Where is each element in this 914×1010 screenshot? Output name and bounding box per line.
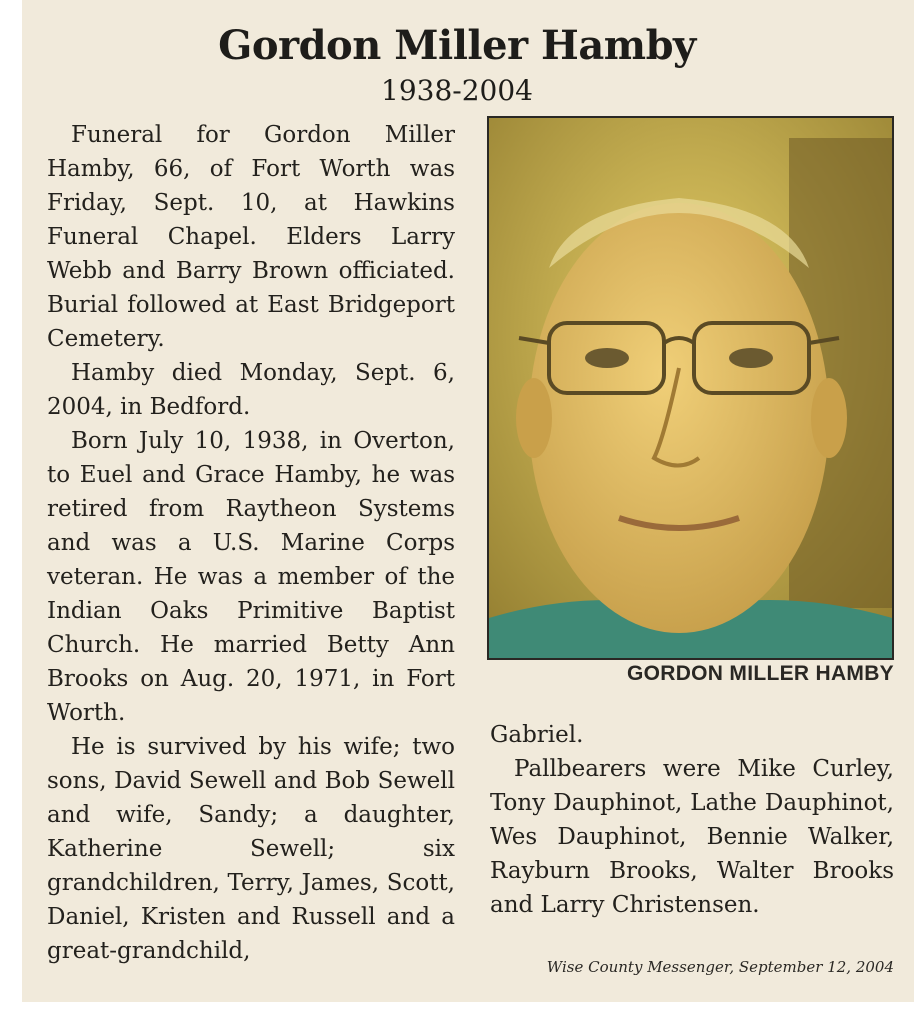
publication-credit: Wise County Messenger, September 12, 2004 [546,958,894,976]
obituary-title: Gordon Miller Hamby [218,22,696,69]
obituary-years: 1938-2004 [381,74,533,107]
photo-caption: GORDON MILLER HAMBY [626,662,894,685]
portrait-illustration [489,118,892,658]
paragraph-death: Hamby died Monday, Sept. 6, 2004, in Bedford. [47,360,455,420]
paragraph-pallbearers: Pallbearers were Mike Curley, Tony Dauphinot, Lathe Dauphinot, Wes Dauphinot, Bennie Walker, Rayburn Brooks, Walter Brooks and Larry Christensen. [490,756,894,918]
portrait-photo [487,116,894,660]
obituary-left-column [47,118,455,968]
paragraph-continuation: Gabriel. [490,722,584,748]
paragraph-biography: Born July 10, 1938, in Overton, to Euel and Grace Hamby, he was retired from Raytheon Systems and was a U.S. Marine Corps veteran. He was a member of the Indian Oaks Primitive Baptist Church. He married Betty Ann Brooks on Aug. 20, 1971, in Fort Worth. [47,428,455,726]
paragraph-funeral: Funeral for Gordon Miller Hamby, 66, of Fort Worth was Friday, Sept. 10, at Hawkins Funeral Chapel. Elders Larry Webb and Barry Brown officiated. Burial followed at East Bridgeport Cemetery. [47,122,455,352]
obituary-right-column [490,718,894,922]
paragraph-survivors: He is survived by his wife; two sons, David Sewell and Bob Sewell and wife, Sandy; a daughter, Katherine Sewell; six grandchildren, Terry, James, Scott, Daniel, Kristen and Russell and a great-grandchild, [47,734,455,964]
